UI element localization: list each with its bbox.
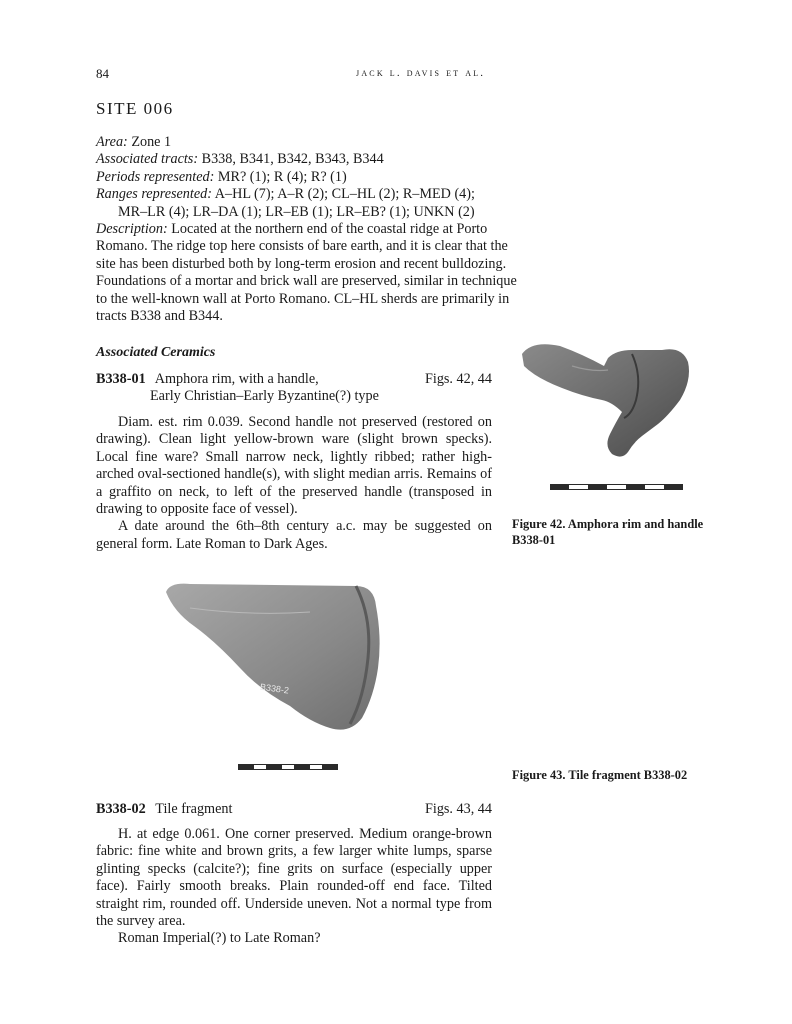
associated-ceramics-heading: Associated Ceramics (96, 345, 216, 360)
page-number: 84 (96, 66, 109, 81)
description-line-5: to the well-known wall at Porto Romano. CL–HL sherds are primarily in (96, 290, 510, 307)
entry-figure-refs: Figs. 42, 44 (424, 371, 492, 387)
sherd-label: B338-2 (259, 681, 290, 696)
description-text: Located at the northern end of the coastal ridge at Porto (171, 221, 488, 238)
periods-value: MR? (1); R (4); R? (1) (217, 168, 347, 185)
ranges-value-2: MR–LR (4); LR–DA (1); LR–EB (1); LR–EB? (1); UNKN (2) (118, 203, 475, 220)
site-title: SITE 006 (96, 99, 174, 118)
scale-bar-fig43 (238, 764, 338, 770)
description-line-6: tracts B338 and B344. (96, 308, 223, 325)
amphora-rim-photo (512, 336, 696, 460)
description-line-3: site has been disturbed both by long-term erosion and recent bulldozing. (96, 255, 507, 272)
entry-title: Amphora rim, with a handle, (154, 371, 319, 387)
area-value: Zone 1 (131, 134, 172, 150)
entry-figure-refs: Figs. 43, 44 (424, 801, 492, 817)
area-line (96, 134, 496, 151)
description-line-2: Romano. The ridge top here consists of bare earth, and it is clear that the (96, 238, 508, 255)
site-metadata (96, 134, 517, 325)
entry-paragraph: H. at edge 0.061. One corner preserved. Medium orange-brown fabric: fine white and brown grits, a few larger white lumps, sparse glinting specks (calcite?); fine grits on surface (especially upper face). Fairly smooth breaks. Plain rounded-off end face. Tilted straight rim, rounded off. Underside uneven. Not a normal type from the survey area. (96, 826, 492, 930)
caption-line-1: Figure 42. Amphora rim and handle (512, 517, 704, 531)
entry-subtitle: Early Christian–Early Byzantine(?) type (150, 388, 379, 405)
periods-label: Periods represented: (96, 168, 215, 185)
entry-body-b338-02 (96, 826, 492, 948)
ranges-line-continued (96, 204, 496, 221)
scale-bar-fig42 (550, 484, 683, 490)
description-label: Description: (96, 221, 168, 238)
tile-fragment-photo (160, 578, 392, 738)
ranges-label: Ranges represented: (96, 186, 212, 203)
entry-title: Tile fragment (155, 801, 233, 817)
entry-paragraph: A date around the 6th–8th century a.c. may be suggested on general form. Late Roman to Dark Ages. (96, 518, 492, 552)
entry-header-b338-01 (96, 371, 492, 406)
entry-body-b338-01 (96, 414, 492, 553)
area-label: Area: (96, 134, 128, 150)
caption-line-2: B338-01 (512, 532, 556, 547)
figure-42-caption (512, 517, 712, 548)
tracts-line (96, 151, 496, 168)
entry-id: B338-01 (96, 371, 146, 387)
tracts-value: B338, B341, B342, B343, B344 (201, 151, 384, 168)
periods-line (96, 169, 496, 186)
entry-header-b338-02 (96, 801, 492, 818)
description-line-4: Foundations of a mortar and brick wall are preserved, similar in technique (96, 273, 517, 290)
tracts-label: Associated tracts: (96, 151, 199, 168)
ranges-line (96, 186, 496, 203)
entry-id: B338-02 (96, 801, 146, 817)
figure-43-caption: Figure 43. Tile fragment B338-02 (512, 768, 688, 782)
description-line-1 (96, 221, 496, 238)
entry-paragraph: Roman Imperial(?) to Late Roman? (118, 930, 321, 947)
entry-paragraph: Diam. est. rim 0.039. Second handle not preserved (restored on drawing). Clean light yellow-brown ware (slight brown specks). Local fine ware? Small narrow neck, lightly ribbed; rather high-arched oval-sectioned handle(s), with slight median arris. Remains of a graffito on neck, to left of the preserved handle (transposed in drawing to opposite face of vessel). (96, 414, 492, 518)
running-head: jack l. davis et al. (356, 67, 486, 79)
ranges-value-1: A–HL (7); A–R (2); CL–HL (2); R–MED (4); (214, 186, 475, 203)
